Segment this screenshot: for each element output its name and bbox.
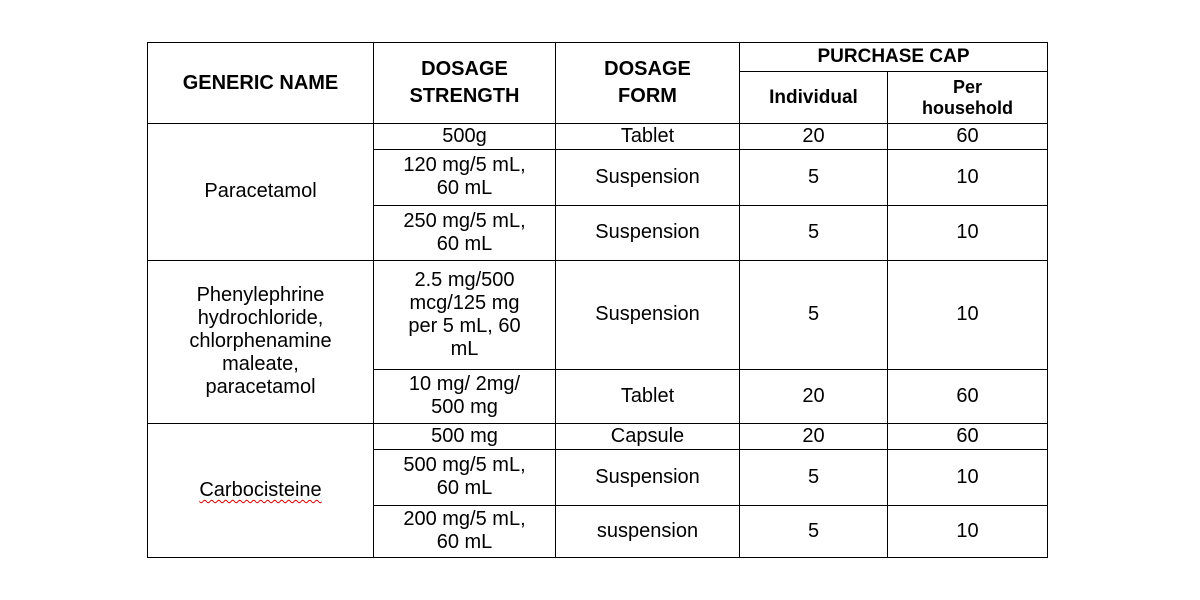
household-cap-cell: 60 xyxy=(888,369,1048,423)
dosage-strength-cell: 2.5 mg/500 mcg/125 mg per 5 mL, 60 mL xyxy=(374,260,556,369)
dosage-strength-cell: 250 mg/5 mL, 60 mL xyxy=(374,205,556,260)
dosage-form-cell: Capsule xyxy=(556,424,740,450)
table-row xyxy=(148,260,1048,369)
household-cap-cell: 60 xyxy=(888,124,1048,150)
purchase-cap-table xyxy=(147,42,1048,558)
dosage-form-cell: Suspension xyxy=(556,260,740,369)
generic-name-cell: Paracetamol xyxy=(148,124,374,261)
individual-cap-cell: 5 xyxy=(740,505,888,557)
individual-cap-cell: 5 xyxy=(740,260,888,369)
table-row xyxy=(148,124,1048,150)
dosage-strength-cell: 200 mg/5 mL, 60 mL xyxy=(374,505,556,557)
household-cap-cell: 10 xyxy=(888,150,1048,205)
dosage-strength-cell: 500 mg/5 mL, 60 mL xyxy=(374,450,556,505)
table-body xyxy=(148,124,1048,558)
individual-cap-cell: 5 xyxy=(740,150,888,205)
header-dosage-strength: DOSAGE STRENGTH xyxy=(374,43,556,124)
header-per-household: Per household xyxy=(888,72,1048,124)
individual-cap-cell: 5 xyxy=(740,450,888,505)
header-generic-name: GENERIC NAME xyxy=(148,43,374,124)
household-cap-cell: 10 xyxy=(888,505,1048,557)
dosage-form-cell: Tablet xyxy=(556,124,740,150)
individual-cap-cell: 20 xyxy=(740,124,888,150)
generic-name-cell: Carbocisteine xyxy=(148,424,374,558)
dosage-strength-cell: 120 mg/5 mL, 60 mL xyxy=(374,150,556,205)
header-purchase-cap: PURCHASE CAP xyxy=(740,43,1048,72)
dosage-strength-cell: 500 mg xyxy=(374,424,556,450)
household-cap-cell: 10 xyxy=(888,205,1048,260)
generic-name-cell: Phenylephrine hydrochloride, chlorphenamine maleate, paracetamol xyxy=(148,260,374,423)
dosage-form-cell: Tablet xyxy=(556,369,740,423)
individual-cap-cell: 5 xyxy=(740,205,888,260)
dosage-form-cell: suspension xyxy=(556,505,740,557)
dosage-strength-cell: 10 mg/ 2mg/ 500 mg xyxy=(374,369,556,423)
household-cap-cell: 10 xyxy=(888,260,1048,369)
table-row xyxy=(148,424,1048,450)
household-cap-cell: 60 xyxy=(888,424,1048,450)
header-individual: Individual xyxy=(740,72,888,124)
household-cap-cell: 10 xyxy=(888,450,1048,505)
dosage-strength-cell: 500g xyxy=(374,124,556,150)
individual-cap-cell: 20 xyxy=(740,424,888,450)
individual-cap-cell: 20 xyxy=(740,369,888,423)
header-dosage-form: DOSAGE FORM xyxy=(556,43,740,124)
dosage-form-cell: Suspension xyxy=(556,205,740,260)
dosage-form-cell: Suspension xyxy=(556,450,740,505)
dosage-form-cell: Suspension xyxy=(556,150,740,205)
